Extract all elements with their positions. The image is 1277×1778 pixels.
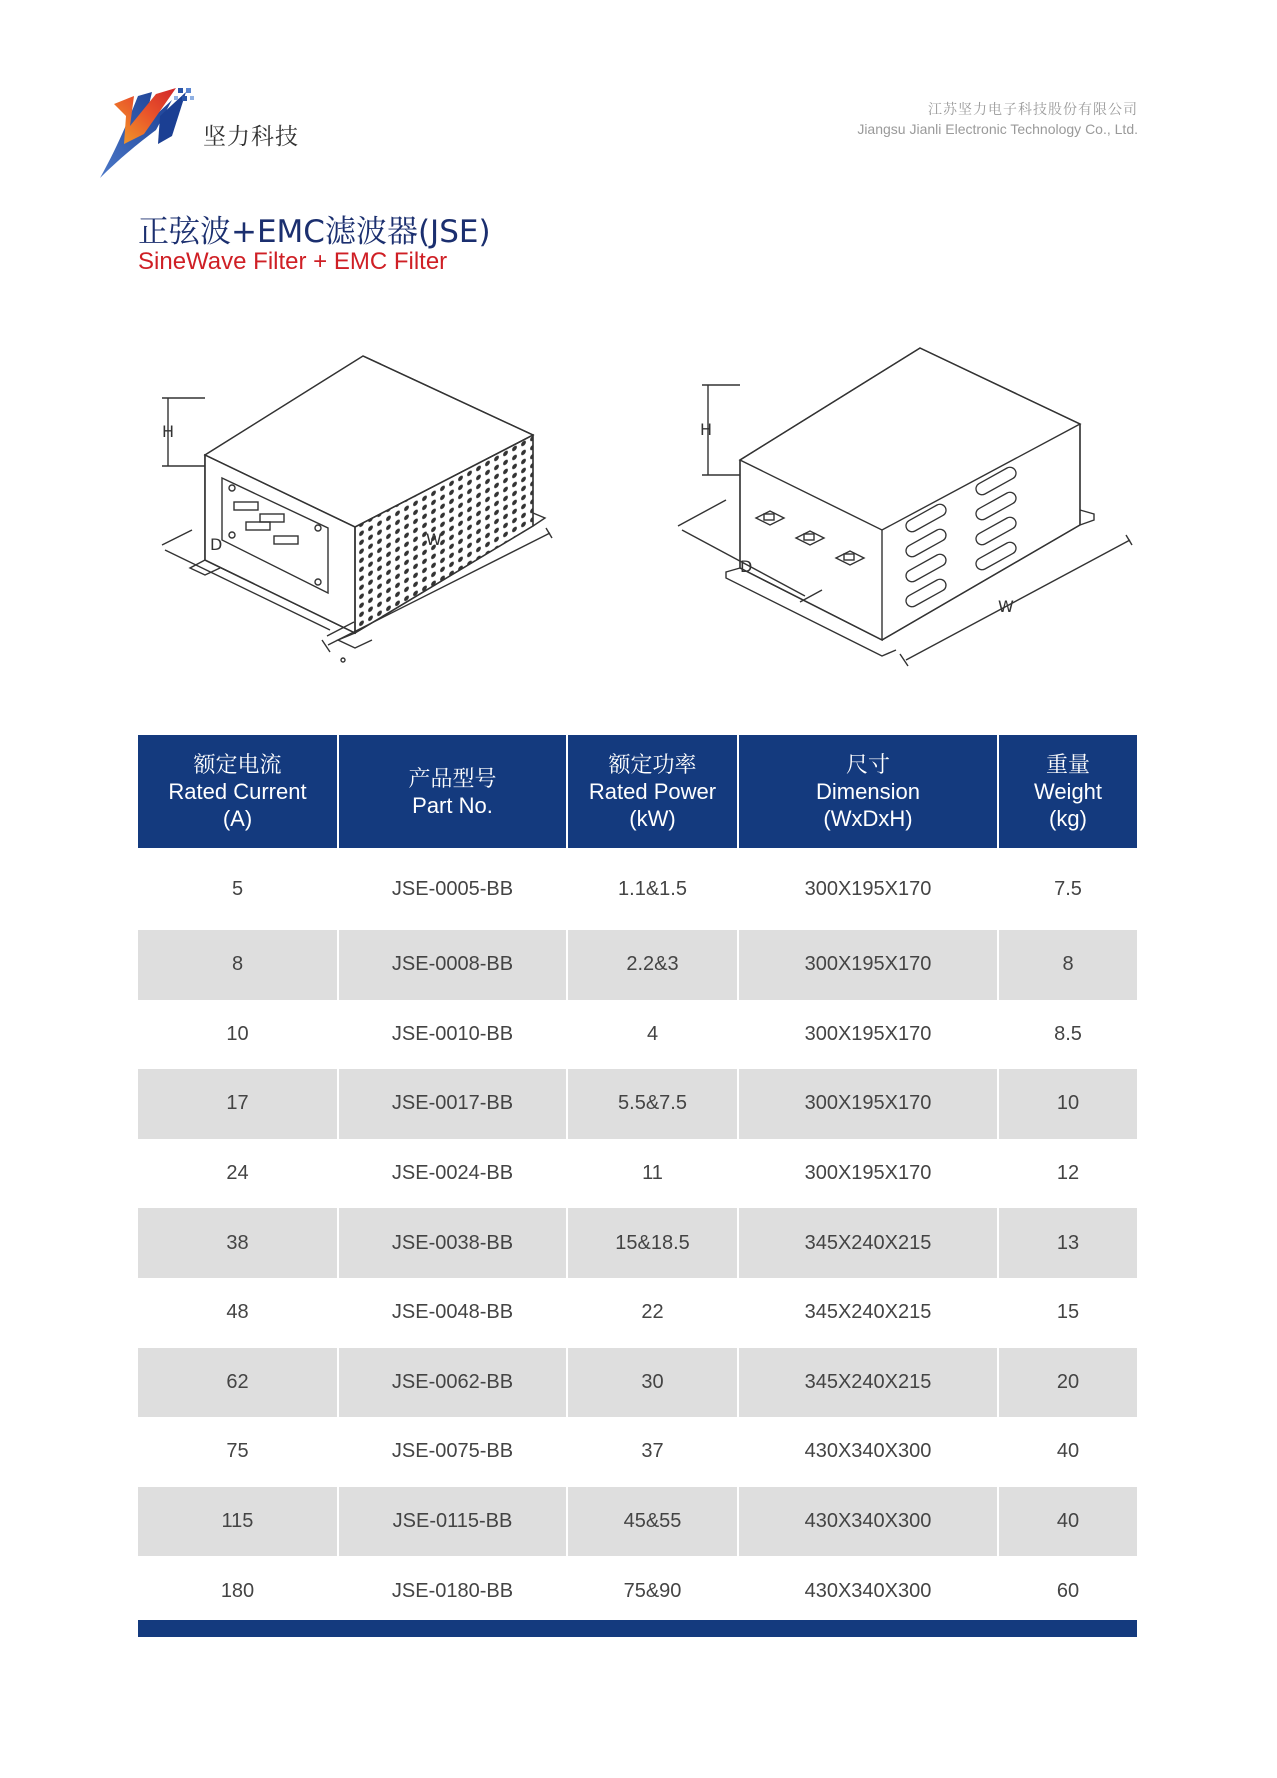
company-info	[857, 100, 1138, 139]
cell-weight: 10	[998, 1069, 1137, 1139]
cell-power: 45&55	[567, 1487, 738, 1557]
cell-current: 24	[138, 1139, 338, 1209]
header-part-no: 产品型号 Part No.	[338, 735, 567, 848]
cell-current: 17	[138, 1069, 338, 1139]
cell-dimension: 430X340X300	[738, 1556, 998, 1626]
cell-power: 11	[567, 1139, 738, 1209]
cell-power: 2.2&3	[567, 930, 738, 1000]
cell-weight: 8.5	[1054, 1022, 1082, 1045]
cell-current: 5	[138, 848, 338, 930]
bottom-accent-bar	[138, 1620, 1137, 1637]
cell-part-no: JSE-0062-BB	[338, 1348, 567, 1418]
cell-dimension: 345X240X215	[738, 1278, 998, 1348]
header-dimension: 尺寸 Dimension (WxDxH)	[738, 735, 998, 848]
table-row	[138, 1139, 1137, 1209]
header-rated-current: 额定电流 Rated Current (A)	[138, 735, 338, 848]
cell-dimension: 430X340X300	[738, 1417, 998, 1487]
cell-current: 48	[138, 1278, 338, 1348]
table-row	[138, 1208, 1137, 1278]
dimension-label-h: H	[162, 422, 175, 441]
cell-power: 37	[567, 1417, 738, 1487]
cell-part-no: JSE-0048-BB	[338, 1278, 567, 1348]
cell-weight: 12	[1056, 1162, 1080, 1185]
cell-dimension: 300X195X170	[738, 1000, 998, 1070]
cell-weight: 15	[1056, 1301, 1080, 1324]
table-row	[138, 1278, 1137, 1348]
table-row	[138, 1000, 1137, 1070]
cell-weight: 20	[998, 1348, 1137, 1418]
cell-weight: 13	[998, 1208, 1137, 1278]
dimension-label-d-right: D	[740, 557, 753, 576]
dimension-label-h-right: H	[700, 420, 713, 439]
cell-part-no: JSE-0115-BB	[338, 1487, 567, 1557]
cell-part-no: JSE-0024-BB	[338, 1139, 567, 1209]
cell-part-no: JSE-0180-BB	[338, 1556, 567, 1626]
header-weight: 重量 Weight (kg)	[998, 735, 1137, 848]
cell-part-no: JSE-0038-BB	[338, 1208, 567, 1278]
cell-dimension: 300X195X170	[738, 930, 998, 1000]
cell-dimension: 300X195X170	[738, 848, 998, 930]
cell-power: 4	[567, 1000, 738, 1070]
cell-power: 75&90	[567, 1556, 738, 1626]
cell-dimension: 300X195X170	[738, 1069, 998, 1139]
dimension-label-w: W	[426, 530, 442, 549]
table-row	[138, 1348, 1137, 1418]
cell-power: 1.1&1.5	[567, 848, 738, 930]
cell-current: 115	[138, 1487, 338, 1557]
cell-part-no: JSE-0075-BB	[338, 1417, 567, 1487]
product-drawing-louvered	[660, 340, 1140, 670]
table-row	[138, 930, 1137, 1000]
cell-dimension: 345X240X215	[738, 1208, 998, 1278]
cell-power: 15&18.5	[567, 1208, 738, 1278]
table-row	[138, 1069, 1137, 1139]
cell-power: 22	[567, 1278, 738, 1348]
cell-power: 30	[567, 1348, 738, 1418]
company-name-cn: 江苏坚力电子科技股份有限公司	[928, 102, 1138, 118]
cell-part-no: JSE-0005-BB	[338, 848, 567, 930]
cell-current: 62	[138, 1348, 338, 1418]
cell-part-no: JSE-0017-BB	[338, 1069, 567, 1139]
cell-current: 75	[138, 1417, 338, 1487]
cell-current: 38	[138, 1208, 338, 1278]
cell-weight: 40	[1056, 1440, 1080, 1463]
page-title-cn: 正弦波+EMC滤波器(JSE)	[138, 214, 491, 250]
table-row	[138, 1487, 1137, 1557]
product-drawing-perforated	[150, 340, 570, 670]
cell-power: 5.5&7.5	[567, 1069, 738, 1139]
spec-table	[138, 735, 1137, 1626]
cell-weight: 8	[998, 930, 1137, 1000]
brand-name: 坚力科技	[203, 124, 299, 150]
cell-part-no: JSE-0008-BB	[338, 930, 567, 1000]
table-row	[138, 848, 1137, 930]
cell-current: 8	[138, 930, 338, 1000]
cell-current: 180	[138, 1556, 338, 1626]
cell-dimension: 430X340X300	[738, 1487, 998, 1557]
dimension-label-d: D	[210, 535, 223, 554]
table-row	[138, 1417, 1137, 1487]
cell-part-no: JSE-0010-BB	[338, 1000, 567, 1070]
dimension-label-w-right: W	[998, 597, 1014, 616]
cell-current: 10	[138, 1000, 338, 1070]
cell-dimension: 300X195X170	[738, 1139, 998, 1209]
table-header-row	[138, 735, 1137, 848]
cell-weight: 7.5	[1054, 877, 1082, 900]
header-rated-power: 额定功率 Rated Power (kW)	[567, 735, 738, 848]
cell-weight: 60	[1056, 1579, 1080, 1602]
page-title-en: SineWave Filter + EMC Filter	[138, 248, 448, 275]
company-name-en: Jiangsu Jianli Electronic Technology Co., Ltd.	[857, 121, 1138, 137]
cell-dimension: 345X240X215	[738, 1348, 998, 1418]
brand-logo	[100, 86, 200, 182]
table-row	[138, 1556, 1137, 1626]
cell-weight: 40	[998, 1487, 1137, 1557]
